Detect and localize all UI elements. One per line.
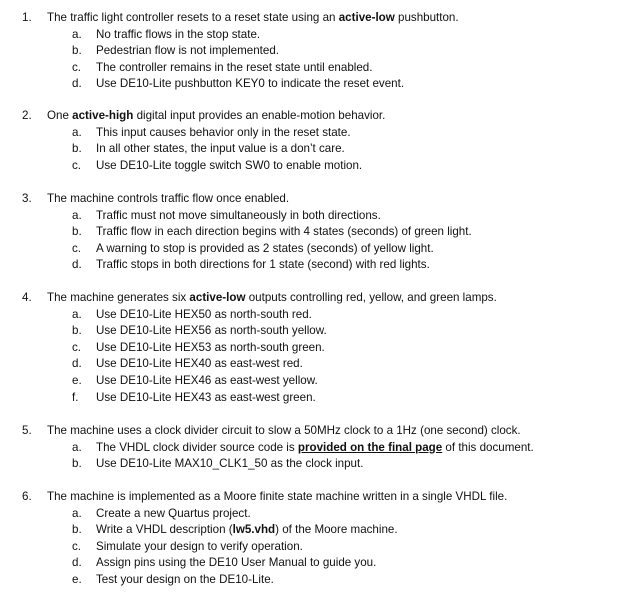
list-item-3 [0, 191, 627, 274]
list-item-1 [0, 10, 627, 93]
emphasis-text: lw5.vhd [232, 523, 276, 537]
sub-item [0, 241, 627, 258]
item-text [47, 10, 459, 27]
text-run: This input causes behavior only in the reset state. [96, 125, 351, 139]
text-run: Use DE10-Lite HEX53 as north-south green. [96, 340, 325, 354]
sub-item [0, 539, 627, 556]
item-number: 5. [22, 424, 32, 437]
item-heading [0, 423, 627, 440]
sub-item-label: d. [72, 556, 82, 570]
item-number: 1. [22, 11, 32, 24]
item-text [47, 191, 289, 208]
sub-item-label: a. [72, 440, 82, 454]
sub-item [0, 456, 627, 473]
text-run: provided on the final page [297, 440, 443, 454]
sub-item-label: d. [72, 258, 82, 272]
sub-item-text [96, 307, 312, 324]
sub-item-label: e. [72, 373, 82, 387]
text-run: Test your design on the DE10-Lite. [96, 572, 274, 586]
text-run: Traffic stops in both directions for 1 state (second) with red lights. [96, 258, 430, 272]
item-text [47, 290, 497, 307]
text-run: Assign pins using the DE10 User Manual to guide you. [96, 556, 377, 570]
sub-item-text [96, 27, 260, 44]
text-run: The controller remains in the reset state until enabled. [96, 60, 373, 74]
sub-item-text [96, 373, 318, 390]
sub-item-text [96, 43, 279, 60]
sub-item-text [96, 456, 363, 473]
sub-item-text [96, 76, 404, 93]
sub-item-text [96, 257, 430, 274]
sub-item-label: a. [72, 208, 82, 222]
text-run: Simulate your design to verify operation. [96, 539, 303, 553]
item-heading [0, 10, 627, 27]
sub-item-text [96, 356, 303, 373]
item-heading [0, 489, 627, 506]
sub-item-label: c. [72, 241, 82, 255]
text-run: In all other states, the input value is a don’t care. [96, 142, 345, 156]
sub-item-label: b. [72, 142, 82, 156]
text-run: outputs controlling red, yellow, and green lamps. [245, 291, 497, 304]
text-run: Pedestrian flow is not implemented. [96, 44, 280, 58]
sub-item-label: b. [72, 523, 82, 537]
emphasis-text: active-low [189, 291, 246, 304]
sub-item [0, 141, 627, 158]
item-number: 6. [22, 490, 32, 503]
emphasis-text: active-low [338, 11, 395, 24]
sub-item-label: b. [72, 44, 82, 58]
text-run: Use DE10-Lite HEX43 as east-west green. [96, 390, 316, 404]
sub-item-text [96, 125, 351, 142]
sub-item-text [96, 555, 376, 572]
text-run: The machine uses a clock divider circuit to slow a 50MHz clock to a 1Hz (one second) clock. [47, 424, 521, 437]
sub-item [0, 522, 627, 539]
sub-item-text [96, 522, 398, 539]
sub-item [0, 43, 627, 60]
text-run: Use DE10-Lite HEX56 as north-south yellow. [96, 324, 327, 338]
text-run: The traffic light controller resets to a reset state using an [47, 11, 339, 24]
sub-item-label: c. [72, 60, 82, 74]
sub-item-label: c. [72, 539, 82, 553]
text-run: Traffic must not move simultaneously in both directions. [96, 208, 381, 222]
sub-item-text [96, 158, 362, 175]
text-run: Use DE10-Lite toggle switch SW0 to enable motion. [96, 158, 363, 172]
sub-item-label: d. [72, 77, 82, 91]
text-run: The machine is implemented as a Moore finite state machine written in a single VHDL file. [47, 490, 508, 503]
text-run: A warning to stop is provided as 2 states (seconds) of yellow light. [96, 241, 434, 255]
text-run: of this document. [442, 440, 534, 454]
text-run: Use DE10-Lite HEX40 as east-west red. [96, 357, 303, 371]
item-number: 2. [22, 109, 32, 122]
sub-item-label: b. [72, 324, 82, 338]
sub-item [0, 208, 627, 225]
list-item-4 [0, 290, 627, 406]
item-number: 4. [22, 291, 32, 304]
text-run: Write a VHDL description ( [96, 523, 233, 537]
sub-item-text [96, 440, 534, 457]
sub-item-text [96, 208, 381, 225]
sub-item [0, 257, 627, 274]
sub-item-label: c. [72, 340, 82, 354]
sub-item-text [96, 241, 434, 258]
emphasis-text: active-high [72, 109, 134, 122]
sub-item [0, 373, 627, 390]
sub-item-label: b. [72, 225, 82, 239]
sub-item-label: a. [72, 27, 82, 41]
sub-item-text [96, 323, 327, 340]
sub-item-label: b. [72, 457, 82, 471]
sub-item [0, 555, 627, 572]
item-heading [0, 191, 627, 208]
sub-item-text [96, 506, 251, 523]
sub-item [0, 572, 627, 589]
sub-item-text [96, 60, 372, 77]
sub-item-label: a. [72, 506, 82, 520]
sub-item [0, 506, 627, 523]
text-run: The machine generates six [47, 291, 190, 304]
text-run: One [47, 109, 73, 122]
sub-item-text [96, 340, 325, 357]
item-heading [0, 108, 627, 125]
sub-item [0, 60, 627, 77]
sub-item-label: a. [72, 125, 82, 139]
text-run: Traffic flow in each direction begins with 4 states (seconds) of green light. [96, 225, 472, 239]
sub-item [0, 340, 627, 357]
sub-item [0, 76, 627, 93]
sub-item [0, 440, 627, 457]
sub-item [0, 27, 627, 44]
text-run: ) of the Moore machine. [275, 523, 398, 537]
sub-item [0, 158, 627, 175]
sub-item [0, 323, 627, 340]
sub-item-label: f. [72, 390, 79, 404]
list-item-6 [0, 489, 627, 589]
sub-item [0, 125, 627, 142]
list-item-5 [0, 423, 627, 473]
text-run: Create a new Quartus project. [96, 506, 251, 520]
text-run: No traffic flows in the stop state. [96, 27, 261, 41]
sub-item [0, 307, 627, 324]
sub-item-label: a. [72, 307, 82, 321]
item-heading [0, 290, 627, 307]
text-run: Use DE10-Lite HEX50 as north-south red. [96, 307, 312, 321]
text-run: Use DE10-Lite HEX46 as east-west yellow. [96, 373, 318, 387]
sub-item-label: d. [72, 357, 82, 371]
sub-item-text [96, 141, 345, 158]
sub-item-text [96, 539, 303, 556]
sub-item [0, 356, 627, 373]
item-number: 3. [22, 192, 32, 205]
sub-item [0, 224, 627, 241]
sub-item [0, 390, 627, 407]
sub-item-text [96, 224, 472, 241]
text-run: Use DE10-Lite pushbutton KEY0 to indicate the reset event. [96, 77, 405, 91]
sub-item-text [96, 572, 274, 589]
sub-item-label: c. [72, 158, 82, 172]
sub-item-text [96, 390, 316, 407]
text-run: digital input provides an enable-motion behavior. [133, 109, 386, 122]
text-run: pushbutton. [394, 11, 459, 24]
item-text [47, 108, 385, 125]
sub-item-label: e. [72, 572, 82, 586]
item-text [47, 489, 507, 506]
list-item-2 [0, 108, 627, 174]
item-text [47, 423, 521, 440]
text-run: The VHDL clock divider source code is [96, 440, 298, 454]
emphasis-text [298, 441, 442, 454]
text-run: The machine controls traffic flow once enabled. [47, 192, 290, 205]
text-run: Use DE10-Lite MAX10_CLK1_50 as the clock input. [96, 457, 364, 471]
